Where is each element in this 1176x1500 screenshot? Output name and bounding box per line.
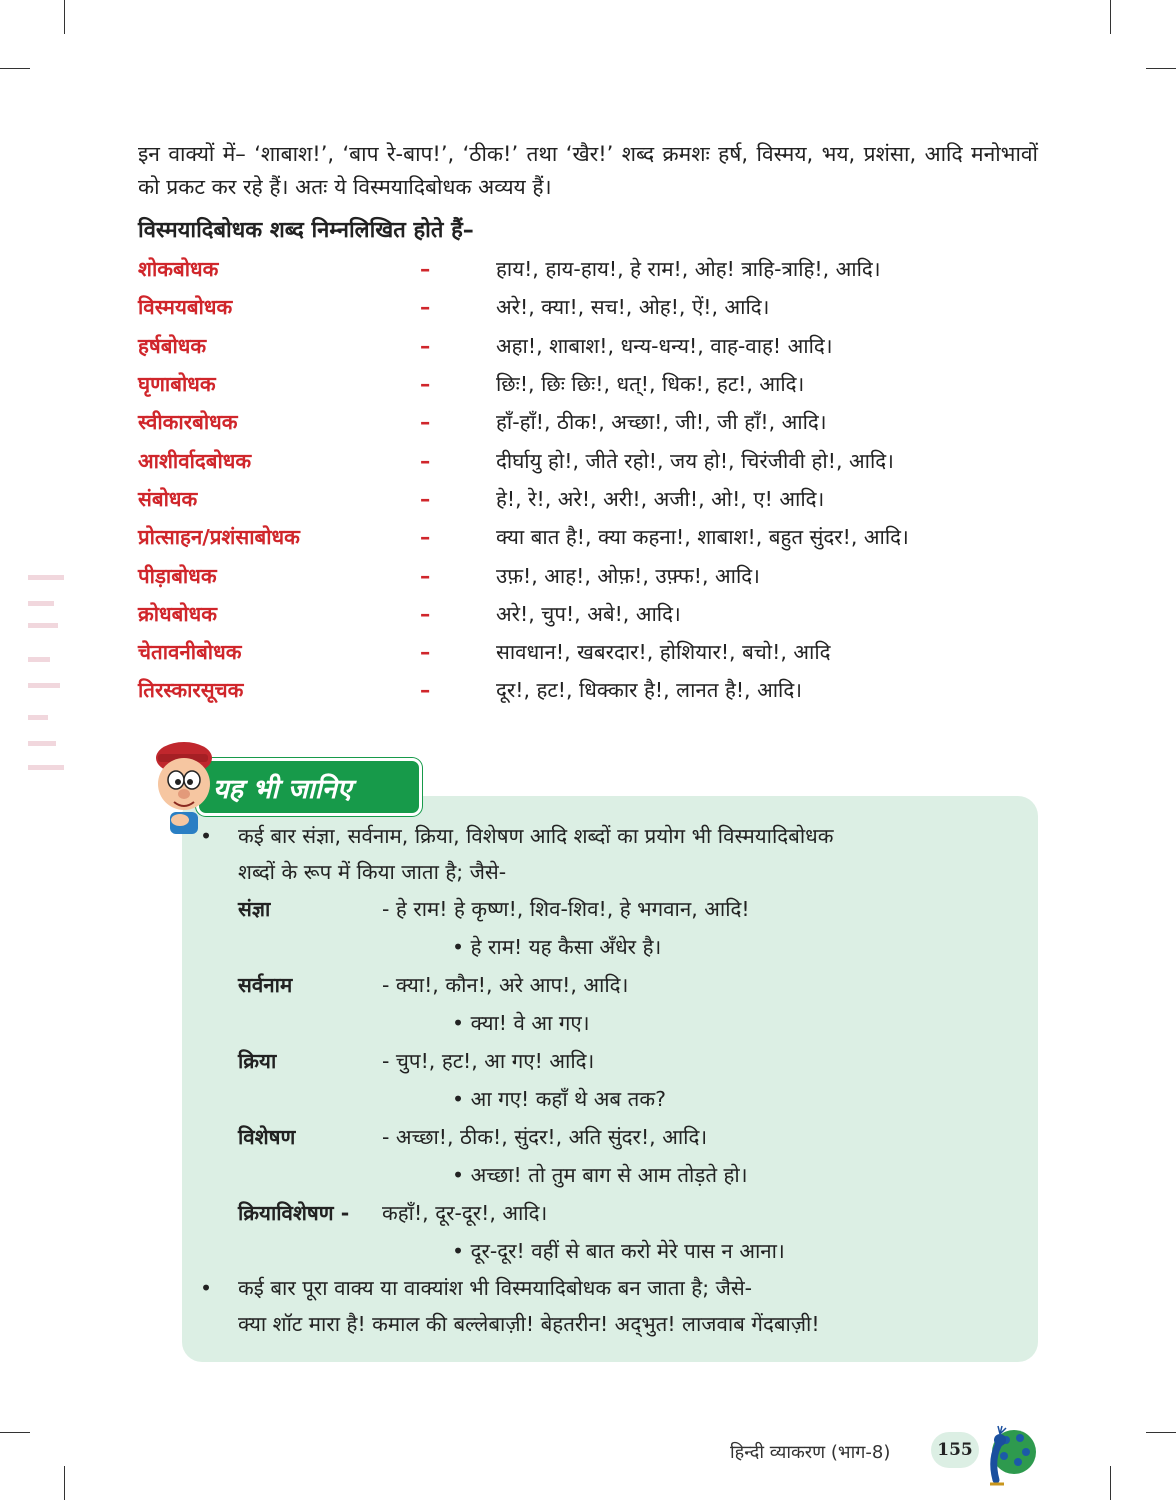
example-sentence: • क्या! वे आ गए।: [452, 1011, 590, 1035]
crop-mark: [64, 1466, 65, 1500]
part-name: संज्ञा: [238, 897, 271, 921]
part-examples: - हे राम! हे कृष्ण!, शिव-शिव!, हे भगवान, आदि!: [382, 897, 750, 921]
type-dash: –: [420, 525, 431, 550]
example-sentence-row: [196, 1080, 1026, 1118]
example-sentence: • आ गए! कहाँ थे अब तक?: [452, 1087, 666, 1111]
type-row: [138, 403, 1058, 441]
example-sentence: • हे राम! यह कैसा अँधेर है।: [452, 935, 662, 959]
part-examples: - क्या!, कौन!, अरे आप!, आदि।: [382, 973, 629, 997]
example-sentence-row: [196, 1232, 1026, 1270]
type-row: [138, 633, 1058, 671]
example-sentence-row: [196, 1156, 1026, 1194]
type-examples: हाँ-हाँ!, ठीक!, अच्छा!, जी!, जी हाँ!, आदि।: [496, 410, 827, 435]
note-item-continued: [196, 1306, 1026, 1342]
type-row: [138, 365, 1058, 403]
book-title: हिन्दी व्याकरण (भाग-8): [730, 1442, 891, 1463]
type-name: तिरस्कारसूचक: [138, 678, 244, 703]
bullet: •: [200, 824, 213, 848]
section-heading: विस्मयादिबोधक शब्द निम्नलिखित होते हैं–: [138, 218, 474, 243]
type-name: घृणाबोधक: [138, 372, 216, 397]
type-name: संबोधक: [138, 486, 198, 511]
type-dash: –: [420, 678, 431, 703]
type-dash: –: [420, 372, 431, 397]
type-name: आशीर्वादबोधक: [138, 448, 252, 473]
type-examples: सावधान!, खबरदार!, होशियार!, बचो!, आदि: [496, 640, 831, 665]
type-row: [138, 288, 1058, 326]
type-row: [138, 556, 1058, 594]
type-examples: छिः!, छिः छिः!, धत्!, धिक!, हट!, आदि।: [496, 372, 805, 397]
type-row: [138, 327, 1058, 365]
type-dash: –: [420, 410, 431, 435]
know-more-badge: [196, 758, 422, 816]
type-dash: –: [420, 448, 431, 473]
type-examples: उफ़!, आह!, ओफ़!, उफ़्फ!, आदि।: [496, 563, 760, 588]
type-dash: –: [420, 257, 431, 282]
part-examples: - चुप!, हट!, आ गए! आदि।: [382, 1049, 595, 1073]
crop-mark: [64, 0, 65, 34]
part-row: [196, 1118, 1026, 1156]
know-more-content: [196, 818, 1026, 1342]
type-name: स्वीकारबोधक: [138, 410, 238, 435]
type-examples: अरे!, क्या!, सच!, ओह!, ऐं!, आदि।: [496, 295, 770, 320]
crop-mark: [1146, 68, 1176, 69]
type-row: [138, 480, 1058, 518]
type-dash: –: [420, 601, 431, 626]
type-examples: हे!, रे!, अरे!, अरी!, अजी!, ओ!, ए! आदि।: [496, 486, 825, 511]
note-item-continued: [196, 854, 1026, 890]
note-text-line: क्या शॉट मारा है! कमाल की बल्लेबाज़ी! बेहतरीन! अद्‌भुत! लाजवाब गेंदबाज़ी!: [238, 1312, 820, 1336]
part-name: सर्वनाम: [238, 973, 293, 997]
part-row: [196, 1042, 1026, 1080]
note-item: [196, 818, 1026, 854]
type-dash: –: [420, 563, 431, 588]
note-text-line: शब्दों के रूप में किया जाता है; जैसे-: [238, 860, 507, 884]
example-sentence: • दूर-दूर! वहीं से बात करो मेरे पास न आना।: [452, 1239, 785, 1263]
example-sentence-row: [196, 1004, 1026, 1042]
crop-mark: [0, 68, 30, 69]
note-item: [196, 1270, 1026, 1306]
type-row: [138, 518, 1058, 556]
part-examples: - अच्छा!, ठीक!, सुंदर!, अति सुंदर!, आदि।: [382, 1125, 708, 1149]
type-dash: –: [420, 333, 431, 358]
type-examples: हाय!, हाय-हाय!, हे राम!, ओह! त्राहि-त्राहि!, आदि।: [496, 257, 881, 282]
type-dash: –: [420, 295, 431, 320]
type-examples: अरे!, चुप!, अबे!, आदि।: [496, 601, 681, 626]
type-name: हर्षबोधक: [138, 333, 207, 358]
bullet: •: [200, 1276, 213, 1300]
page-number: 155: [931, 1432, 979, 1468]
type-examples: दूर!, हट!, धिक्कार है!, लानत है!, आदि।: [496, 678, 803, 703]
type-examples: क्या बात है!, क्या कहना!, शाबाश!, बहुत सुंदर!, आदि।: [496, 525, 909, 550]
example-sentence: • अच्छा! तो तुम बाग से आम तोड़ते हो।: [452, 1163, 748, 1187]
note-text-line: कई बार पूरा वाक्य या वाक्यांश भी विस्मयादिबोधक बन जाता है; जैसे-: [238, 1276, 753, 1300]
type-row: [138, 595, 1058, 633]
part-row: [196, 890, 1026, 928]
type-dash: –: [420, 486, 431, 511]
type-row: [138, 441, 1058, 479]
part-row: [196, 1194, 1026, 1232]
type-examples: अहा!, शाबाश!, धन्य-धन्य!, वाह-वाह! आदि।: [496, 333, 833, 358]
part-name: विशेषण: [238, 1125, 296, 1149]
type-examples: दीर्घायु हो!, जीते रहो!, जय हो!, चिरंजीवी हो!, आदि।: [496, 448, 894, 473]
know-more-title: यह भी जानिए: [213, 774, 352, 805]
example-sentence-row: [196, 928, 1026, 966]
part-row: [196, 966, 1026, 1004]
type-name: शोकबोधक: [138, 257, 219, 282]
crop-mark: [1110, 1466, 1111, 1500]
note-text-line: कई बार संज्ञा, सर्वनाम, क्रिया, विशेषण आदि शब्दों का प्रयोग भी विस्मयादिबोधक: [238, 824, 834, 848]
exclamation-types-list: [138, 250, 1058, 710]
type-dash: –: [420, 640, 431, 665]
part-examples: कहाँ!, दूर-दूर!, आदि।: [382, 1201, 548, 1225]
part-name: क्रिया: [238, 1049, 277, 1073]
type-name: विस्मयबोधक: [138, 295, 233, 320]
crop-mark: [0, 1432, 30, 1433]
peacock-icon: [980, 1418, 1038, 1490]
type-name: चेतावनीबोधक: [138, 640, 242, 665]
crop-mark: [1110, 0, 1111, 34]
crop-mark: [1146, 1432, 1176, 1433]
part-name: क्रियाविशेषण -: [238, 1201, 350, 1225]
edge-marks: [28, 565, 66, 780]
type-row: [138, 250, 1058, 288]
intro-paragraph: इन वाक्यों में– ‘शाबाश!’, ‘बाप रे-बाप!’, ‘ठीक!’ तथा ‘खैर!’ शब्द क्रमशः हर्ष, विस्मय, भय, प्रशंसा, आदि मनोभावों को प्रकट कर रहे हैं। अतः ये विस्मयादिबोधक अव्यय हैं।: [138, 142, 1038, 199]
type-name: क्रोधबोधक: [138, 601, 218, 626]
type-row: [138, 671, 1058, 709]
type-name: पीड़ाबोधक: [138, 563, 217, 588]
type-name: प्रोत्साहन/प्रशंसाबोधक: [138, 525, 300, 550]
